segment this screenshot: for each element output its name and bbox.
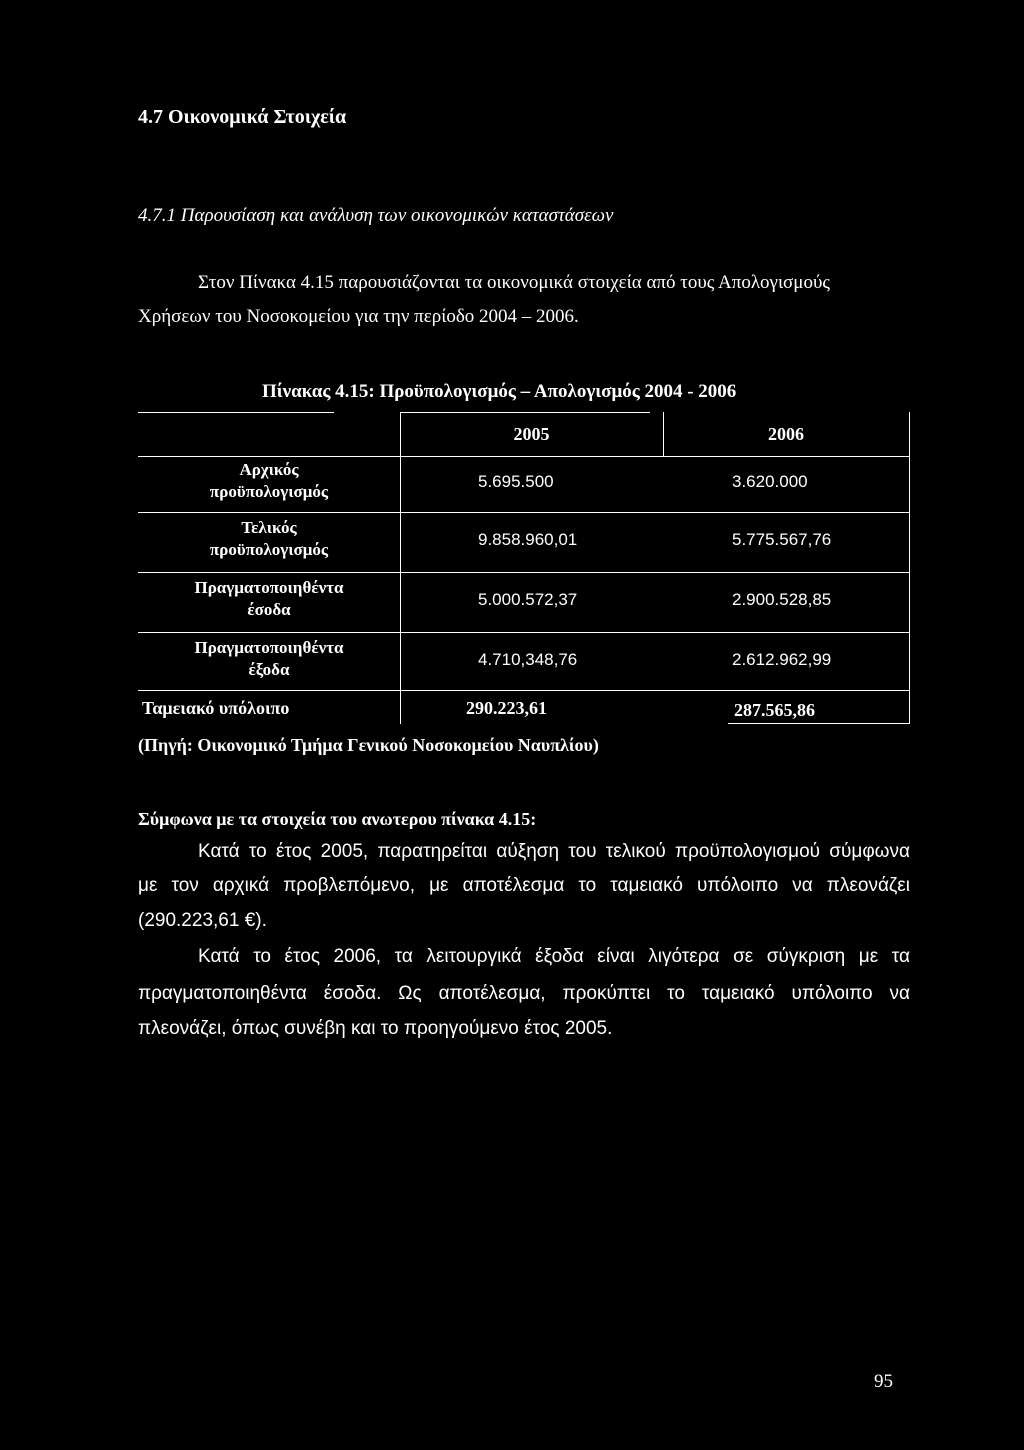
intro-line-2: Χρήσεων του Νοσοκομείου για την περίοδο 2004 – 2006. [138, 306, 579, 327]
section-title: 4.7 Οικονομικά Στοιχεία [138, 106, 347, 128]
subsection-title: 4.7.1 Παρουσίαση και ανάλυση των οικονομικών καταστάσεων [138, 205, 614, 226]
row-label-line: έσοδα [247, 600, 291, 619]
table-rule [909, 412, 910, 724]
row-label-line: Τελικός [241, 518, 297, 537]
paragraph-2-line-2 [138, 983, 910, 1005]
table-rule [138, 690, 910, 691]
cell-final-2005: 9.858.960,01 [478, 530, 578, 549]
col-header-2005: 2005 [513, 424, 550, 444]
paragraph-line-text: με τον αρχικά προβλεπόμενο, με αποτέλεσμα το ταμειακό υπόλοιπο να πλεονάζει [138, 875, 910, 896]
table-rule [138, 632, 910, 633]
cell-revenue-2006: 2.900.528,85 [732, 590, 832, 609]
paragraph-2-line-3: πλεονάζει, όπως συνέβη και το προηγούμενο έτος 2005. [138, 1018, 613, 1039]
row-label-final-budget [138, 517, 400, 561]
cell-balance-2005: 290.223,61 [466, 698, 547, 718]
cell-final-2006: 5.775.567,76 [732, 530, 832, 549]
row-label-actual-revenue [138, 577, 400, 621]
table-caption: Πίνακας 4.15: Προϋπολογισμός – Απολογισμός 2004 - 2006 [262, 381, 737, 402]
paragraph-1-line-1 [198, 841, 910, 863]
page-number: 95 [874, 1371, 893, 1392]
table-source-note: (Πηγή: Οικονομικό Τμήμα Γενικού Νοσοκομείου Ναυπλίου) [138, 735, 599, 755]
row-label-line: Πραγματοποιηθέντα [194, 578, 344, 597]
cell-expenses-2005: 4.710,348,76 [478, 650, 578, 669]
paragraph-1-line-3: (290.223,61 €). [138, 910, 267, 931]
cell-expenses-2006: 2.612.962,99 [732, 650, 832, 669]
row-label-actual-expenses [138, 637, 400, 681]
cell-initial-2005: 5.695.500 [478, 472, 554, 491]
table-rule [400, 412, 650, 413]
paragraph-line-text: Κατά το έτος 2006, τα λειτουργικά έξοδα είναι λιγότερα σε σύγκριση με τα [198, 946, 910, 967]
table-rule [728, 723, 910, 724]
intro-line-1: Στον Πίνακα 4.15 παρουσιάζονται τα οικονομικά στοιχεία από τους Απολογισμούς [198, 272, 830, 293]
cell-balance-2006: 287.565,86 [734, 700, 815, 720]
row-label-line: Αρχικός [239, 460, 299, 479]
row-label-initial-budget [138, 459, 400, 503]
paragraph-line-text: πραγματοποιηθέντα έσοδα. Ως αποτέλεσμα, προκύπτει το ταμειακό υπόλοιπο να [138, 983, 910, 1004]
summary-heading: Σύμφωνα με τα στοιχεία του ανωτερου πίνακα 4.15: [138, 809, 537, 829]
paragraph-line-text: Κατά το έτος 2005, παρατηρείται αύξηση του τελικού προϋπολογισμού σύμφωνα [198, 841, 910, 862]
row-label-line: προϋπολογισμός [209, 540, 329, 559]
row-label-line: προϋπολογισμός [209, 482, 329, 501]
table-rule [400, 412, 401, 724]
cell-revenue-2005: 5.000.572,37 [478, 590, 578, 609]
row-label-cash-balance: Ταμειακό υπόλοιπο [142, 698, 290, 718]
paragraph-1-line-2 [138, 875, 910, 897]
table-rule [138, 572, 910, 573]
paragraph-2-line-1 [198, 946, 910, 968]
table-rule [138, 412, 334, 413]
row-label-line: Πραγματοποιηθέντα [194, 638, 344, 657]
budget-table [138, 412, 910, 724]
col-header-2006: 2006 [768, 424, 804, 444]
cell-initial-2006: 3.620.000 [732, 472, 808, 491]
row-label-line: έξοδα [248, 660, 290, 679]
table-rule [138, 456, 910, 457]
table-rule [138, 512, 910, 513]
